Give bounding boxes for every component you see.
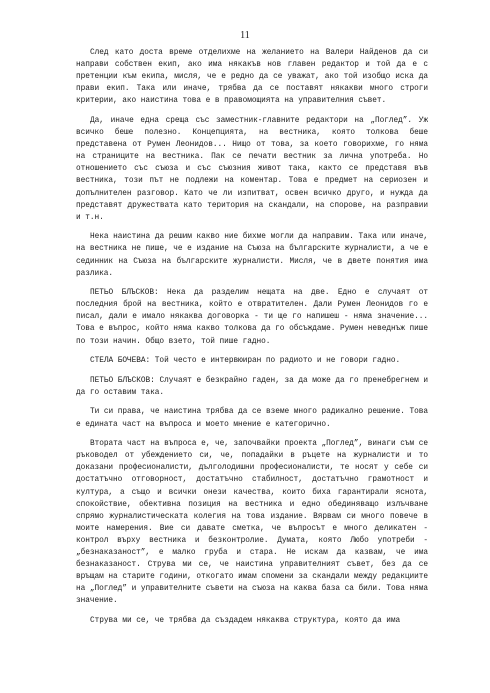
paragraph: Ти си права, че наистина трябва да се вземе много радикално решение. Това е едината част на въпроса и моето мнение е категорично. (76, 408, 428, 429)
paragraph: Да, иначе една среща със заместник-главните редактори на „Поглед”. Уж всичко беше полезно. Концепцията, на вестника, която толкова беше представена от Румен Леонидов... Нищо от това, за което говорихме, го няма на страниците на вестника. Пак се печати вестник за лична употреба. Но отношението със съюза и със съюзния живот така, както се представя във вестника, този път не подлежи на коментар. Това е предмет на сериозен и допълнителен разговор. Като че ли изпитват, освен всичко друго, и нужда да представят дружествата като територия на скандали, на спорове, на разправии и т.н. (76, 116, 428, 222)
paragraph: ПЕТЬО БЛЪСКОВ: Нека да разделим нещата на две. Едно е случаят от последния брой на вестника, който е отвратителен. Дали Румен Леонидов го е писал, дали е имало някаква договорка - ти ще го напишеш - няма значение... Това е въпрос, който няма какво толкова да го обсъждаме. Румен неведнъж пише по този начин. Общо взето, той пише гадно. (76, 289, 428, 346)
paragraph: Струва ми се, че трябва да създадем някаква структура, която да има (90, 616, 401, 625)
paragraph: Втората част на въпроса е, че, започвайки проекта „Поглед”, винаги съм се ръководел от убеждението си, че, попадайки в ръцете на журналисти и то доказани професионалисти, дълголодишни професионалисти, те носят у себе си достатъчно отговорност, достатъчно стабилност, достатъчно грамотност и култура, а също и всички онези качества, които биха гарантирали яснота, спокойствие, обективна позиция на вестника и едно обединяващо излъчване спрямо журналистическата колегия на това издание. Вярвам си много повече в моите намерения. Вие си давате сметка, че въпросът е много деликатен - контрол върху вестника и безконтролие. Думата, която Любо употреби - „безнаказаност”, е малко груба и стара. Не искам да казвам, че има безнаказаност. Струва ми се, че наистина управителният съвет, без да се връщам на старите години, откогато имам спомени за скандали между редакциите на „Поглед” и управителните съвети на съюза на каква база са били. Това няма значение. (76, 440, 428, 606)
page-number: 11 (240, 30, 250, 41)
body-text (76, 47, 428, 635)
paragraph: ПЕТЬО БЛЪСКОВ: Случаят е безкрайно гаден, за да може да го пренебрегнем и да го оставим така. (76, 376, 428, 397)
paragraph: След като доста време отделихме на желанието на Валери Найденов да си направи собствен екип, ако има някакъв нов главен редактор и той да е с претенции към екипа, мисля, че е редно да се уважат, ако той изобщо иска да прави екип. Така или иначе, трябва да се поставят някакви много строги критерии, ако наистина това е в правомощията на управителния съвет. (76, 49, 428, 106)
paragraph: СТЕЛА БОЧЕВА: Той често е интервюиран по радиото и не говори гадно. (90, 357, 401, 366)
paragraph: Нека наистина да решим какво ние бихме могли да направим. Така или иначе, на вестника не пише, че е издание на Съюза на българските журналисти, а че е сединник на Съюза на българските журналисти. Мисля, че в двете понятия има разлика. (76, 233, 428, 278)
